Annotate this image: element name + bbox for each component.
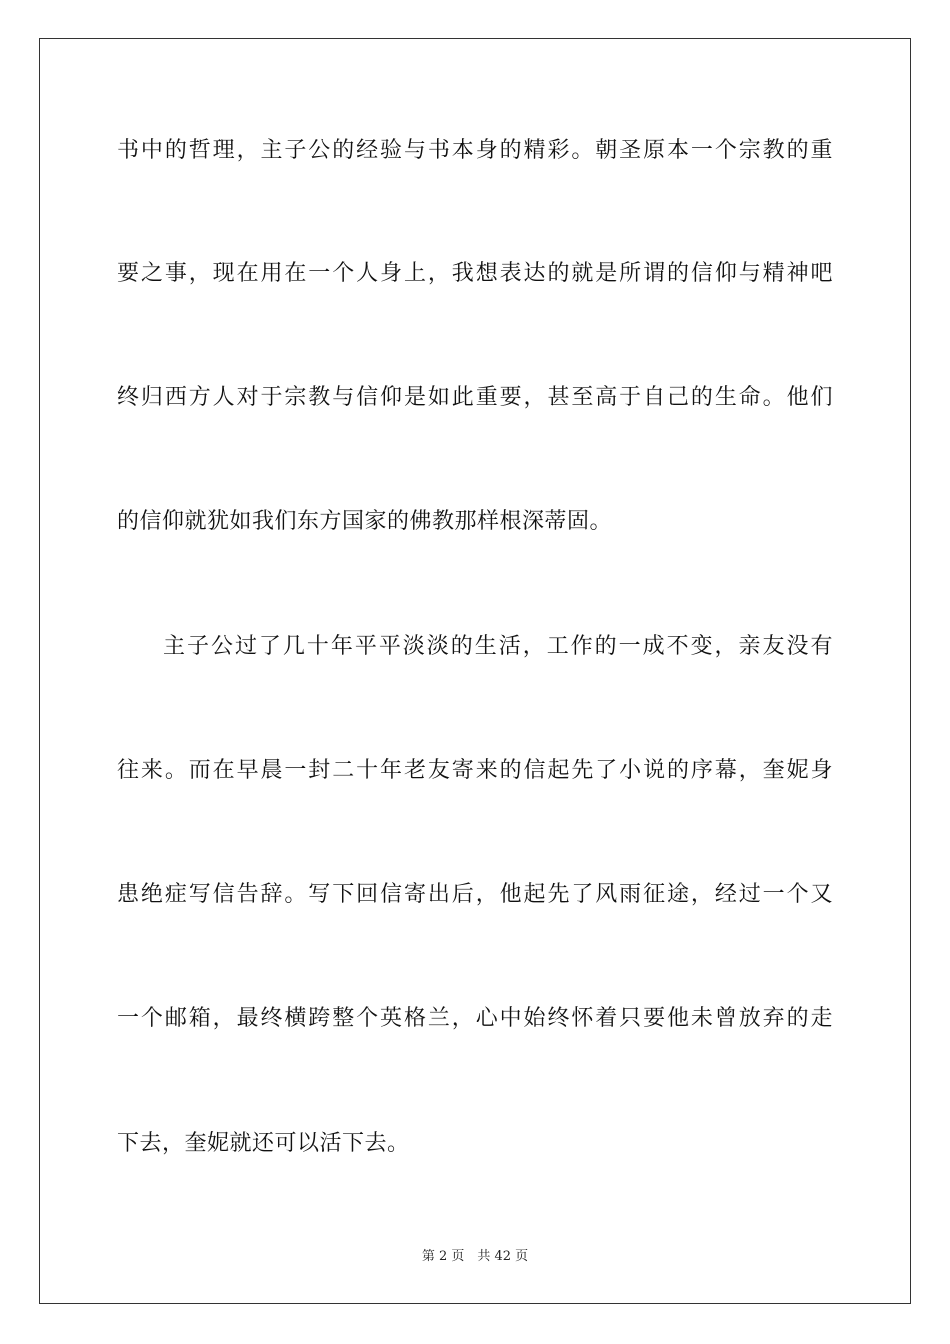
page-number-footer: 第 2 页 共 42 页 [421,1249,529,1264]
text-line-4: 的信仰就犹如我们东方国家的佛教那样根深蒂固。 [117,509,613,534]
text-line-6: 往来。而在早晨一封二十年老友寄来的信起先了小说的序幕，奎妮身 [117,758,833,783]
page-frame [39,38,911,1304]
text-line-9: 下去，奎妮就还可以活下去。 [117,1131,410,1156]
text-line-5-indented: 主子公过了几十年平平淡淡的生活，工作的一成不变，亲友没有 [163,634,833,659]
text-line-7: 患绝症写信告辞。写下回信寄出后，他起先了风雨征途，经过一个又 [117,882,833,907]
text-line-8: 一个邮箱，最终横跨整个英格兰，心中始终怀着只要他未曾放弃的走 [117,1006,833,1031]
text-line-1: 书中的哲理，主子公的经验与书本身的精彩。朝圣原本一个宗教的重 [117,138,833,163]
text-line-3: 终归西方人对于宗教与信仰是如此重要，甚至高于自己的生命。他们 [117,385,833,410]
text-line-2: 要之事，现在用在一个人身上，我想表达的就是所谓的信仰与精神吧 [117,261,833,286]
